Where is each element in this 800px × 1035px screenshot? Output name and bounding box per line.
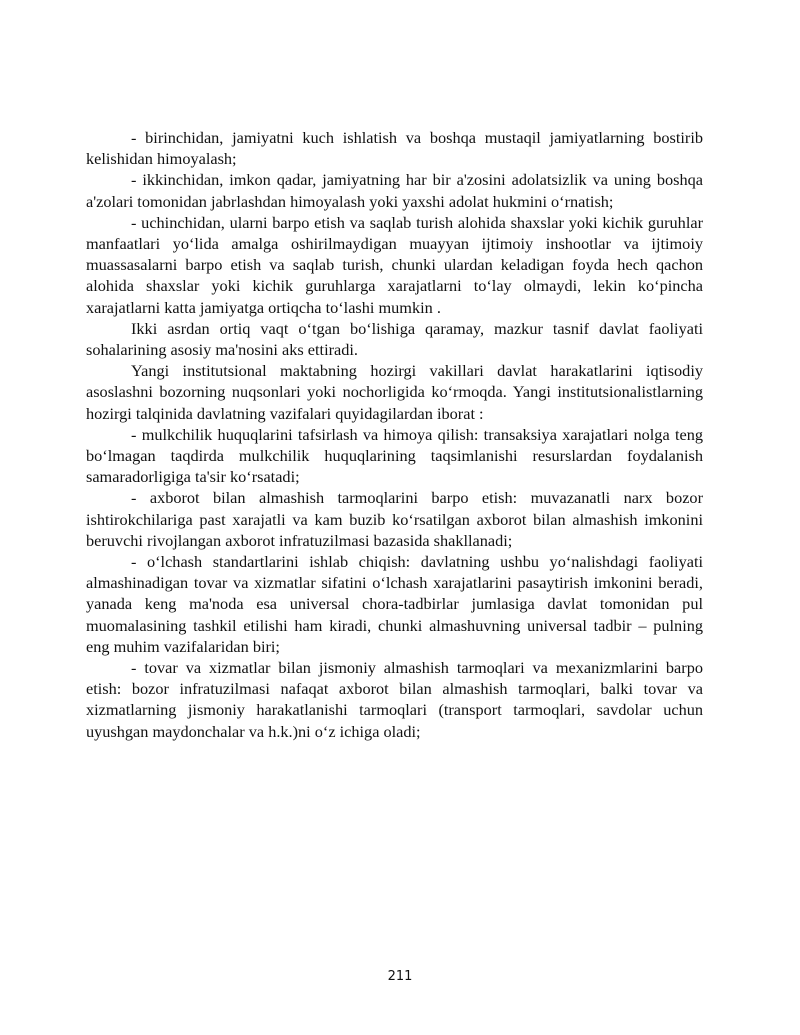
paragraph-5: Yangi institutsional maktabning hozirgi vakillari davlat harakatlarini iqtisodiy asoslashni bozorning nuqsonlari yoki nochorligida ko‘rmoqda. Yangi institutsionalistlarning hozirgi talqinida davlatning vazifalari quyidagilardan iborat : bbox=[86, 361, 703, 423]
paragraph-7: - axborot bilan almashish tarmoqlarini barpo etish: muvazanatli narx bozor ishtirokchilariga past xarajatli va kam buzib ko‘rsatilgan axborot bilan almashish imkonini beruvchi rivojlangan axborot infratuzilmasi bazasida shakllanadi; bbox=[86, 488, 703, 550]
paragraph-6: - mulkchilik huquqlarini tafsirlash va himoya qilish: transaksiya xarajatlari nolga teng bo‘lmagan taqdirda mulkchilik huquqlarining taqsimlanishi resurslardan foydalanish samaradorligiga ta'sir ko‘rsatadi; bbox=[86, 424, 703, 487]
paragraph-8: - o‘lchash standartlarini ishlab chiqish: davlatning ushbu yo‘nalishdagi faoliyati almashinadigan tovar va xizmatlar sifatini o‘lchash xarajatlarini pasaytirish imkonini beradi, yanada keng ma'noda esa universal chora-tadbirlar jumlasiga davlat tomonidan pul muomalasining tashkil etilishi ham kiradi, chunki almashuvning universal tadbir – pulning eng muhim vazifalaridan biri; bbox=[86, 552, 703, 656]
paragraph-4: Ikki asrdan ortiq vaqt o‘tgan bo‘lishiga qaramay, mazkur tasnif davlat faoliyati sohalarining asosiy ma'nosini aks ettiradi. bbox=[86, 318, 703, 360]
page-number: 211 bbox=[387, 969, 413, 984]
paragraph-2: - ikkinchidan, imkon qadar, jamiyatning har bir a'zosini adolatsizlik va uning boshqa a'zolari tomonidan jabrlashdan himoyalash yoki yaxshi adolat hukmini o‘rnatish; bbox=[86, 170, 703, 211]
page-body bbox=[86, 127, 703, 742]
paragraph-3: - uchinchidan, ularni barpo etish va saqlab turish alohida shaxslar yoki kichik guruhlar manfaatlari yo‘lida amalga oshirilmaydigan muayyan ijtimoiy inshootlar va ijtimoiy muassasalarni barpo etish va saqlab turish, chunki ulardan keladigan foyda hech qachon alohida shaxslar yoki kichik guruhlarga xarajatlarni to‘lay olmaydi, lekin ko‘pincha xarajatlarni katta jamiyatga ortiqcha to‘lashi mumkin . bbox=[86, 212, 703, 317]
paragraph-9: - tovar va xizmatlar bilan jismoniy almashish tarmoqlari va mexanizmlarini barpo etish: bozor infratuzilmasi nafaqat axborot bilan almashish tarmoqlari, balki tovar va xizmatlarning jismoniy harakatlanishi tarmoqlari (transport tarmoqlari, savdolar uchun uyushgan maydonchalar va h.k.)ni o‘z ichiga oladi; bbox=[86, 658, 703, 741]
paragraph-1: - birinchidan, jamiyatni kuch ishlatish va boshqa mustaqil jamiyatlarning bostirib kelishidan himoyalash; bbox=[86, 128, 703, 169]
